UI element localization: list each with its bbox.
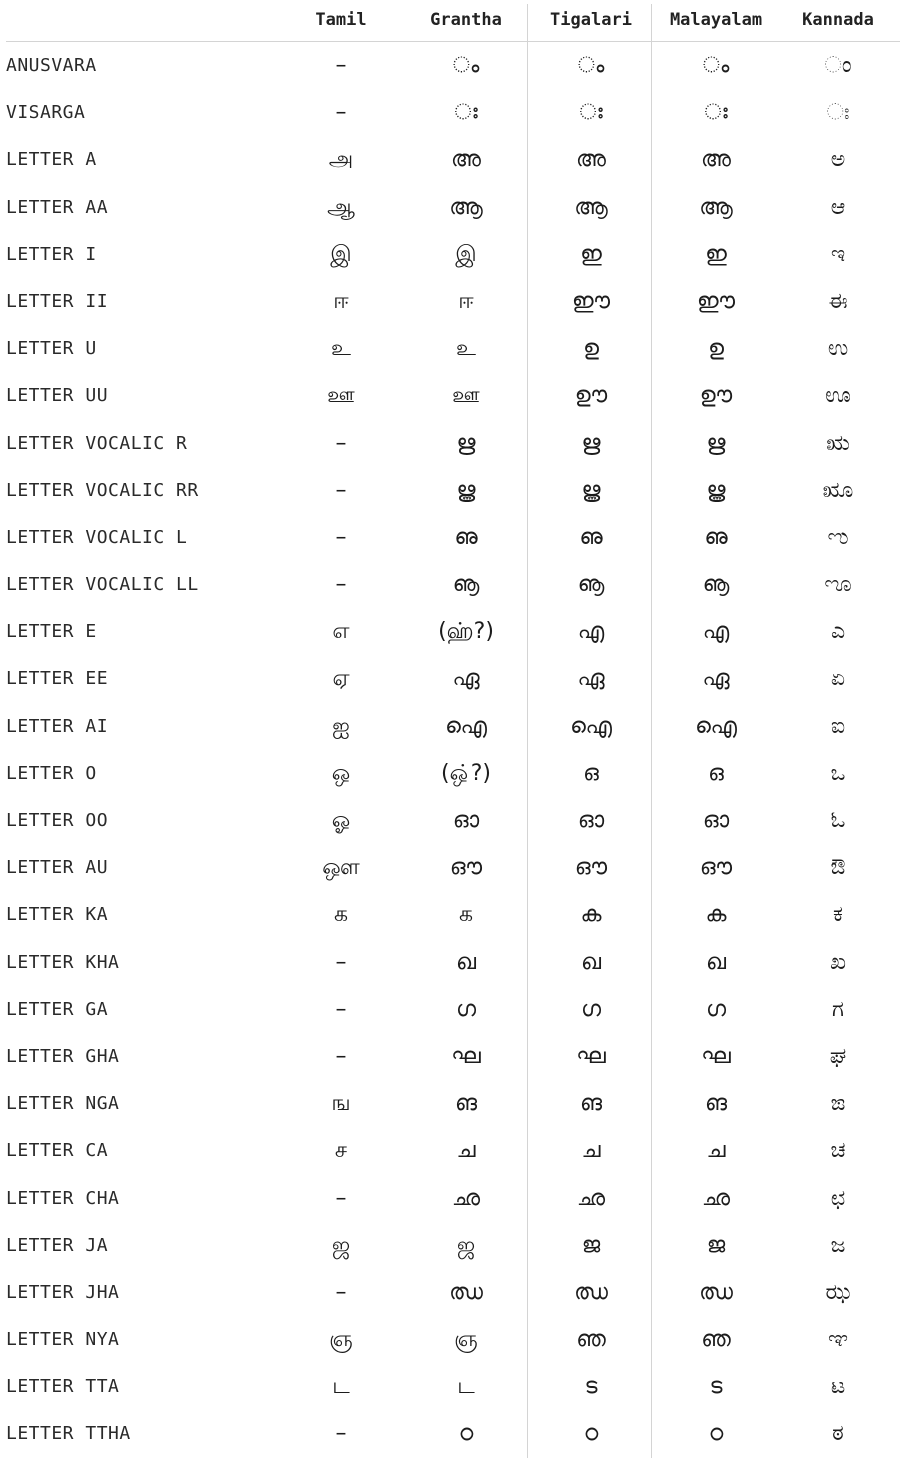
table-row — [6, 608, 900, 655]
table-row — [6, 136, 900, 183]
kannada-glyph: ಙ — [830, 1091, 846, 1117]
kannada-glyph: ಚ — [830, 1138, 846, 1164]
table-row — [6, 1127, 900, 1174]
kannada-glyph: ಌ — [827, 524, 849, 550]
grantha-glyph: ഗ — [455, 996, 477, 1022]
grantha-glyph: ஊ — [452, 383, 480, 409]
tamil-glyph: ஊ — [327, 383, 355, 409]
table-row — [6, 655, 900, 702]
malayalam-glyph: ഋ — [706, 430, 726, 456]
character-name: LETTER EE — [6, 668, 109, 690]
character-name: LETTER O — [6, 762, 97, 784]
character-name: LETTER VOCALIC L — [6, 526, 188, 548]
tamil-glyph: ச — [334, 1138, 348, 1164]
table-row — [6, 1033, 900, 1080]
grantha-glyph: ஈ — [458, 288, 474, 314]
tamil-glyph: எ — [332, 619, 350, 645]
column-header-grantha: Grantha — [430, 10, 502, 30]
character-name: LETTER GHA — [6, 1045, 120, 1067]
tigalari-glyph: ആ — [574, 194, 608, 220]
tamil-glyph: – — [335, 949, 347, 975]
tigalari-glyph: അ — [576, 147, 606, 173]
kannada-glyph: ಛ — [830, 1185, 846, 1211]
character-name: LETTER CHA — [6, 1187, 120, 1209]
kannada-glyph: ಎ — [830, 619, 846, 645]
malayalam-glyph: ഘ — [701, 1043, 731, 1069]
grantha-glyph: ൡ — [452, 572, 480, 598]
character-name: LETTER JA — [6, 1234, 109, 1256]
table-row — [6, 939, 900, 986]
malayalam-glyph: ൡ — [702, 572, 730, 598]
grantha-glyph: ങ — [454, 1091, 478, 1117]
tamil-glyph: ஞ — [329, 1327, 353, 1353]
table-row — [6, 325, 900, 372]
kannada-glyph: ಅ — [830, 147, 846, 173]
tamil-glyph: ஏ — [332, 666, 350, 692]
tigalari-glyph: ഊ — [574, 383, 608, 409]
malayalam-glyph: ജ — [706, 1232, 726, 1258]
grantha-glyph: ഔ — [449, 855, 483, 881]
kannada-glyph: ◌ಃ — [826, 100, 850, 126]
tamil-glyph: – — [335, 477, 347, 503]
tigalari-glyph: ◌ം — [577, 53, 605, 78]
tamil-glyph: – — [335, 1185, 347, 1211]
tigalari-glyph: ഐ — [570, 713, 612, 739]
tamil-glyph: ஜ — [331, 1232, 351, 1258]
tigalari-glyph: ഠ — [583, 1421, 599, 1447]
kannada-glyph: ಠ — [832, 1421, 844, 1447]
table-row — [6, 1269, 900, 1316]
kannada-glyph: ಆ — [830, 194, 846, 220]
grantha-glyph: ഘ — [451, 1043, 481, 1069]
kannada-glyph: ೡ — [824, 572, 852, 598]
tamil-glyph: இ — [330, 241, 352, 267]
grantha-glyph: ഝ — [449, 1279, 483, 1305]
malayalam-glyph: ◌ം — [702, 53, 730, 78]
tamil-glyph: – — [335, 996, 347, 1022]
tigalari-glyph: ട — [584, 1374, 598, 1400]
table-row — [6, 514, 900, 561]
tigalari-glyph: ◌ഃ — [579, 100, 603, 126]
kannada-glyph: ಕ — [833, 902, 843, 928]
character-name: ANUSVARA — [6, 55, 97, 76]
character-name: VISARGA — [6, 102, 86, 124]
tamil-glyph: – — [335, 1043, 347, 1069]
character-name: LETTER OO — [6, 810, 109, 831]
grantha-glyph: ட — [457, 1374, 475, 1400]
malayalam-glyph: ഠ — [708, 1421, 724, 1447]
grantha-glyph: (ஹ்?) — [438, 619, 494, 645]
kannada-glyph: ಒ — [830, 760, 846, 786]
kannada-glyph: ಝ — [825, 1279, 851, 1305]
tigalari-glyph: ഞ — [576, 1327, 606, 1353]
table-row — [6, 231, 900, 278]
kannada-glyph: ಞ — [827, 1327, 849, 1353]
script-comparison-table — [6, 4, 900, 1458]
tamil-glyph: – — [335, 524, 347, 550]
kannada-glyph: ಔ — [830, 855, 846, 881]
character-name: LETTER VOCALIC LL — [6, 574, 199, 596]
tamil-glyph: – — [335, 1421, 347, 1447]
grantha-glyph: ◌ഃ — [454, 100, 478, 126]
kannada-glyph: ೠ — [822, 477, 854, 503]
character-name: LETTER UU — [6, 385, 109, 407]
tigalari-glyph: ഘ — [576, 1043, 606, 1069]
tigalari-glyph: ഗ — [580, 996, 602, 1022]
table-row — [6, 891, 900, 938]
character-name: LETTER U — [6, 338, 97, 360]
grantha-glyph: க — [458, 902, 474, 928]
character-name: LETTER VOCALIC R — [6, 432, 188, 454]
grantha-glyph: ഖ — [455, 949, 477, 975]
table-row — [6, 467, 900, 514]
column-header-kannada: Kannada — [802, 10, 874, 30]
tigalari-glyph: ജ — [581, 1232, 601, 1258]
kannada-glyph: ಉ — [827, 336, 849, 362]
grantha-glyph: ഋ — [456, 430, 476, 456]
tigalari-glyph: ഋ — [581, 430, 601, 456]
grantha-glyph: ഏ — [452, 666, 480, 692]
tigalari-glyph: ഇ — [580, 241, 602, 267]
tamil-glyph: உ — [331, 336, 351, 362]
malayalam-glyph: അ — [701, 147, 731, 173]
malayalam-glyph: ഒ — [708, 760, 724, 786]
character-name: LETTER KHA — [6, 951, 120, 973]
malayalam-glyph: ◌ഃ — [704, 100, 728, 126]
kannada-glyph: ಖ — [829, 949, 847, 975]
table-row — [6, 797, 900, 844]
character-name: LETTER KA — [6, 904, 109, 926]
malayalam-glyph: ആ — [699, 194, 733, 220]
character-name: LETTER II — [6, 290, 109, 312]
malayalam-glyph: ഝ — [699, 1279, 733, 1305]
kannada-glyph: ◌ಂ — [824, 53, 852, 78]
kannada-glyph: ಈ — [828, 288, 848, 314]
grantha-glyph: ഛ — [451, 1185, 481, 1211]
malayalam-glyph: ങ — [704, 1091, 728, 1117]
grantha-glyph: ഌ — [454, 524, 478, 550]
character-name: LETTER AI — [6, 715, 109, 737]
grantha-glyph: ഠ — [458, 1421, 474, 1447]
grantha-glyph: ൠ — [456, 477, 476, 503]
tigalari-glyph: ച — [581, 1138, 601, 1164]
malayalam-glyph: ഗ — [705, 996, 727, 1022]
grantha-glyph: ஜ — [456, 1232, 476, 1258]
header-row — [6, 4, 900, 42]
tigalari-glyph: ഏ — [577, 666, 605, 692]
character-name: LETTER TTHA — [6, 1423, 131, 1445]
grantha-glyph: ച — [456, 1138, 476, 1164]
kannada-glyph: ಏ — [830, 666, 846, 692]
character-name: LETTER CA — [6, 1140, 109, 1162]
kannada-glyph: ಜ — [830, 1232, 846, 1258]
grantha-glyph: இ — [455, 241, 477, 267]
tamil-glyph: – — [335, 100, 347, 126]
grantha-glyph: (ஒ்?) — [441, 760, 491, 786]
table-row — [6, 42, 900, 89]
table-row — [6, 750, 900, 797]
column-header-malayalam: Malayalam — [669, 10, 763, 30]
tamil-glyph: ஔ — [322, 855, 360, 881]
table-row — [6, 1175, 900, 1222]
table-row — [6, 703, 900, 750]
table-row — [6, 372, 900, 419]
malayalam-glyph: ട — [709, 1374, 723, 1400]
tigalari-glyph: ൠ — [581, 477, 601, 503]
malayalam-glyph: ഔ — [699, 855, 733, 881]
kannada-glyph: ಐ — [830, 713, 846, 739]
table-row — [6, 89, 900, 136]
malayalam-glyph: ഇ — [705, 241, 727, 267]
malayalam-glyph: ഖ — [705, 949, 727, 975]
table-row — [6, 986, 900, 1033]
malayalam-glyph: ഓ — [702, 808, 730, 833]
tigalari-glyph: ഈ — [571, 288, 611, 314]
tigalari-glyph: ൡ — [577, 572, 605, 598]
malayalam-glyph: ഊ — [699, 383, 733, 409]
malayalam-glyph: ഛ — [701, 1185, 731, 1211]
character-name: LETTER E — [6, 621, 97, 643]
character-name: LETTER AA — [6, 196, 109, 218]
grantha-glyph: അ — [451, 147, 481, 173]
character-name: LETTER A — [6, 149, 97, 171]
tamil-glyph: – — [335, 572, 347, 598]
kannada-glyph: ಋ — [826, 430, 850, 456]
tamil-glyph: ட — [332, 1374, 350, 1400]
tamil-glyph: ங — [331, 1091, 351, 1117]
tigalari-glyph: ഝ — [574, 1279, 608, 1305]
tigalari-glyph: ഌ — [579, 524, 603, 550]
malayalam-glyph: ഞ — [701, 1327, 731, 1353]
tamil-glyph: ஒ — [331, 760, 351, 786]
character-name: LETTER TTA — [6, 1376, 120, 1398]
character-name: LETTER JHA — [6, 1281, 120, 1303]
malayalam-glyph: ഈ — [696, 288, 736, 314]
tigalari-glyph: ങ — [579, 1091, 603, 1117]
table-row — [6, 184, 900, 231]
table-row — [6, 1363, 900, 1410]
tigalari-glyph: ഔ — [574, 855, 608, 881]
character-name: LETTER AU — [6, 857, 109, 879]
tigalari-glyph: ഉ — [583, 336, 599, 362]
kannada-glyph: ಊ — [825, 383, 851, 409]
malayalam-glyph: ൠ — [706, 477, 726, 503]
character-name: LETTER VOCALIC RR — [6, 479, 199, 501]
tamil-glyph: அ — [328, 147, 354, 173]
malayalam-glyph: എ — [702, 619, 730, 645]
tigalari-glyph: ഒ — [583, 760, 599, 786]
tamil-glyph: – — [335, 1279, 347, 1305]
table-row — [6, 844, 900, 891]
tamil-glyph: ஓ — [331, 808, 351, 833]
malayalam-glyph: ക — [705, 902, 727, 928]
tamil-glyph: ஆ — [327, 194, 355, 220]
grantha-glyph: ◌ം — [452, 53, 480, 78]
kannada-glyph: ಗ — [832, 996, 844, 1022]
character-name: LETTER NYA — [6, 1329, 120, 1351]
grantha-glyph: ഐ — [445, 713, 487, 739]
table-row — [6, 1410, 900, 1457]
table-row — [6, 1316, 900, 1363]
table-body — [6, 42, 900, 1458]
table-row — [6, 278, 900, 325]
character-name: LETTER GA — [6, 998, 109, 1020]
grantha-glyph: ഓ — [452, 808, 480, 833]
grantha-glyph: உ — [456, 336, 476, 362]
tamil-glyph: – — [335, 53, 347, 78]
character-name: LETTER NGA — [6, 1093, 120, 1115]
column-header-tamil: Tamil — [315, 10, 367, 30]
malayalam-glyph: ച — [706, 1138, 726, 1164]
table-row — [6, 1222, 900, 1269]
tamil-glyph: ஈ — [333, 288, 349, 314]
character-name: LETTER I — [6, 243, 97, 265]
tigalari-glyph: ഓ — [577, 808, 605, 833]
table-row — [6, 561, 900, 608]
malayalam-glyph: ഉ — [708, 336, 724, 362]
tigalari-glyph: ഖ — [580, 949, 602, 975]
tamil-glyph: ஐ — [332, 713, 350, 739]
tamil-glyph: – — [335, 430, 347, 456]
tigalari-glyph: ക — [580, 902, 602, 928]
grantha-glyph: ஞ — [454, 1327, 478, 1353]
tigalari-glyph: എ — [577, 619, 605, 645]
kannada-glyph: ಟ — [830, 1374, 846, 1400]
grantha-glyph: ആ — [449, 194, 483, 220]
tamil-glyph: க — [333, 902, 349, 928]
tigalari-glyph: ഛ — [576, 1185, 606, 1211]
malayalam-glyph: ഌ — [704, 524, 728, 550]
kannada-glyph: ಘ — [829, 1043, 847, 1069]
table-row — [6, 1080, 900, 1127]
column-header-tigalari: Tigalari — [550, 10, 632, 30]
malayalam-glyph: ഏ — [702, 666, 730, 692]
kannada-glyph: ಓ — [830, 808, 846, 833]
kannada-glyph: ಇ — [830, 241, 846, 267]
malayalam-glyph: ഐ — [695, 713, 737, 739]
table-row — [6, 420, 900, 467]
